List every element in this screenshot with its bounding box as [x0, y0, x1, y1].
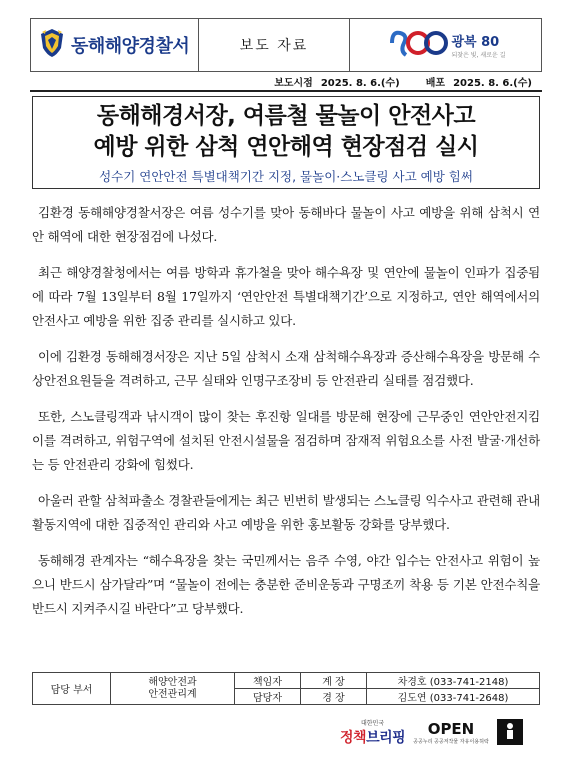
liberation-80-logo — [350, 19, 541, 71]
cc-license-icon — [497, 719, 523, 745]
contact-table — [32, 672, 540, 705]
date-row — [30, 72, 542, 92]
distribution-label: 배포 — [425, 77, 446, 89]
policy-briefing-logo-icon — [340, 718, 405, 747]
release-label: 보도시점 — [274, 77, 313, 89]
paragraph: 아울러 관할 삼척파출소 경찰관들에게는 최근 빈번히 발생되는 스노클링 익수사고 관련해 관내 활동지역에 대한 집중적인 관리와 사고 예방을 위한 홍보활동 강화를 당부했다. — [32, 493, 540, 532]
contact-name-phone: 김도연 (033-741-2648) — [367, 689, 540, 705]
headline-line-2: 예방 위한 삼척 연안해역 현장점검 실시 — [93, 134, 479, 160]
paragraph: 또한, 스노클링객과 낚시객이 많이 찾는 후진항 일대를 방문해 현장에 근무중인 연안안전지킴이를 격려하고, 위험구역에 설치된 안전시설물을 점검하며 잠재적 위험요소를 사전 발굴·개선하는 등 안전관리 강화에 힘썼다. — [32, 409, 540, 472]
release-date: 2025. 8. 6.(수) — [320, 77, 400, 89]
dept-line-2: 안전관리계 — [148, 688, 197, 700]
brief-big-a: 정책 — [340, 729, 367, 746]
anniversary-label — [452, 31, 506, 59]
contact-role: 책임자 — [235, 673, 301, 689]
kogl-open-logo-icon — [413, 720, 489, 745]
paragraph: 이에 김환경 동해해경서장은 지난 5일 삼척시 소재 삼척해수욕장과 증산해수욕장을 방문해 수상안전요원들을 격려하고, 근무 실태와 인명구조장비 등 안전관리 실태를 점검했다. — [32, 349, 540, 388]
contact-role: 담당자 — [235, 689, 301, 705]
paragraph: 최근 해양경찰청에서는 여름 방학과 휴가철을 맞아 해수욕장 및 연안에 물놀이 인파가 집중됨에 따라 7월 13일부터 8월 17일까지 ‘연안안전 특별대책기간’으로 지정하고, 연안 해역에서의 안전사고 예방을 위한 집중 관리를 실시하고 있다. — [32, 265, 540, 328]
footer-logos — [340, 712, 540, 752]
distribution-date: 2025. 8. 6.(수) — [453, 77, 532, 89]
anniversary-title: 광복 80 — [451, 35, 500, 50]
dept-label: 담당 부서 — [33, 673, 111, 705]
header — [30, 18, 542, 72]
brief-small-text: 대한민국 — [360, 719, 385, 727]
anniversary-subtitle: 되찾은 빛, 새로운 길 — [451, 52, 506, 59]
liberation-80-logo-icon — [386, 25, 448, 65]
coast-guard-emblem-icon — [39, 28, 65, 62]
dept-name — [111, 673, 235, 705]
headline-box — [32, 96, 540, 189]
brief-big-text — [340, 727, 405, 747]
paragraph: 동해해경 관계자는 “해수욕장을 찾는 국민께서는 음주 수영, 야간 입수는 안전사고 위험이 높으니 반드시 삼가달라”며 “물놀이 전에는 충분한 준비운동과 구명조끼 착용 등 기본 안전수칙을 반드시 지켜주시길 바란다”고 당부했다. — [32, 553, 540, 616]
dept-line-1: 해양안전과 — [148, 676, 197, 688]
open-big-text: OPEN — [427, 719, 475, 738]
contact-title: 경 장 — [301, 689, 367, 705]
header-org — [31, 19, 199, 71]
headline-subtitle: 성수기 연안안전 특별대책기간 지정, 물놀이·스노클링 사고 예방 힘써 — [99, 169, 473, 184]
org-name: 동해해양경찰서 — [71, 36, 190, 57]
open-small-text: 공공누리 공공저작물 자유이용허락 — [413, 738, 489, 745]
contact-title: 계 장 — [301, 673, 367, 689]
table-row — [33, 673, 540, 689]
doc-type: 보도 자료 — [199, 19, 350, 71]
article-body — [32, 201, 540, 633]
headline-line-1: 동해해경서장, 여름철 물놀이 안전사고 — [96, 103, 476, 129]
paragraph: 김환경 동해해양경찰서장은 여름 성수기를 맞아 동해바다 물놀이 사고 예방을 위해 삼척시 연안 해역에 대한 현장점검에 나섰다. — [32, 205, 540, 244]
brief-big-b: 브리핑 — [366, 729, 406, 746]
contact-name-phone: 차경호 (033-741-2148) — [367, 673, 540, 689]
